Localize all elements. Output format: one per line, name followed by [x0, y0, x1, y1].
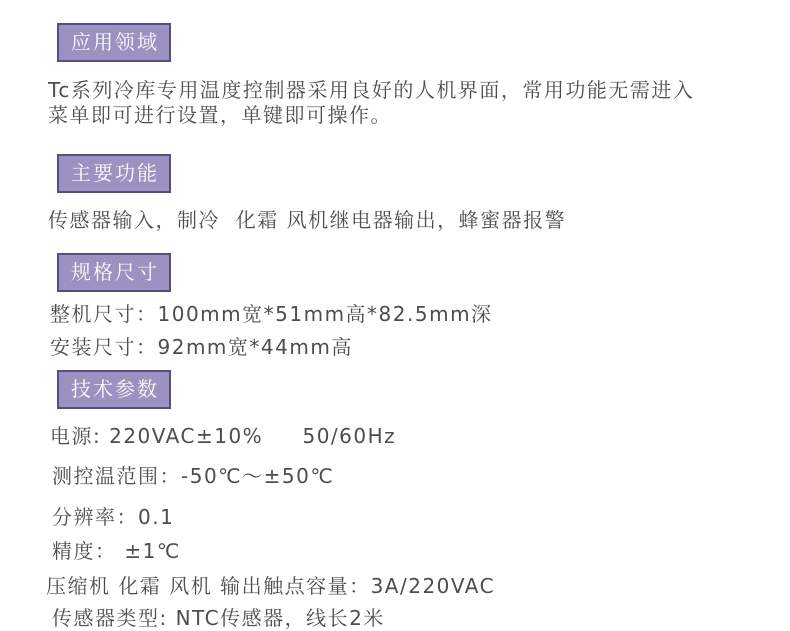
overall-size-line: 整机尺寸：100mm宽*51mm高*82.5mm深: [50, 302, 493, 326]
main-functions-line: 传感器输入，制冷 化霜 风机继电器输出，蜂蜜器报警: [48, 208, 567, 232]
section-spec-dimensions: [0, 232, 790, 292]
application-field-line-1: Tc系列冷库专用温度控制器采用良好的人机界面，常用功能无需进入: [48, 78, 695, 102]
temp-range-line: 测控温范围：-50℃～±50℃: [52, 464, 335, 488]
tech-parameters-title-badge: 技术参数: [57, 370, 171, 409]
spec-dimensions-title-badge: 规格尺寸: [57, 253, 171, 292]
sensor-type-line: 传感器类型: NTC传感器，线长2米: [52, 606, 385, 630]
application-field-title-badge: 应用领域: [57, 23, 171, 62]
section-tech-parameters: [0, 359, 790, 409]
application-field-line-2: 菜单即可进行设置，单键即可操作。: [48, 103, 392, 127]
power-supply-line: 电源: 220VAC±10% 50/60Hz: [50, 424, 397, 448]
section-application-field: [0, 0, 790, 62]
resolution-line: 分辨率：0.1: [52, 505, 175, 529]
contact-capacity-line: 压缩机 化霜 风机 输出触点容量：3A/220VAC: [46, 574, 496, 598]
accuracy-line: 精度： ±1℃: [52, 539, 181, 563]
section-main-functions: [0, 129, 790, 193]
mounting-size-line: 安装尺寸：92mm宽*44mm高: [50, 335, 353, 359]
main-functions-title-badge: 主要功能: [57, 154, 171, 193]
application-field-paragraph: [0, 79, 790, 127]
